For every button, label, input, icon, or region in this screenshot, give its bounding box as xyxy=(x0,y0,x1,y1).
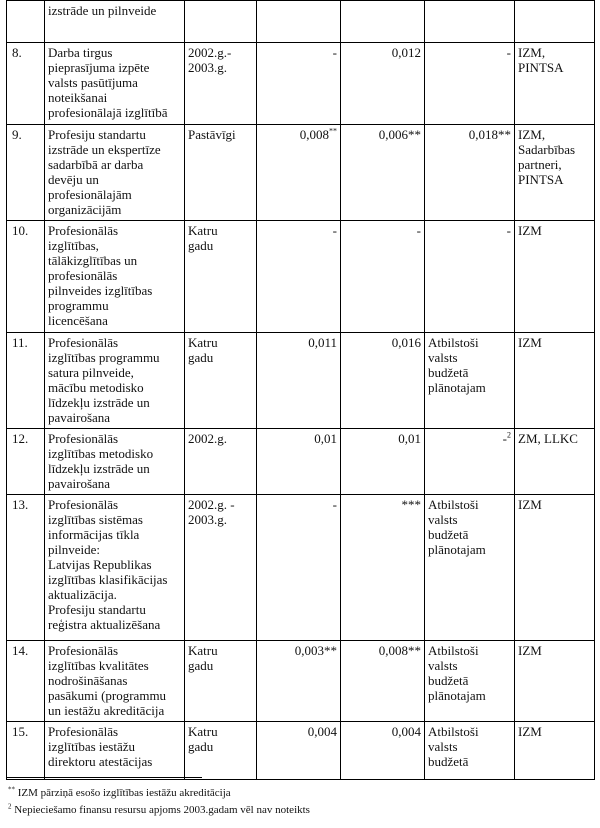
amount-cell-3 xyxy=(425,43,515,125)
amount-value-1: 0,003** xyxy=(294,643,337,658)
amount-value-1: 0,01 xyxy=(314,431,337,446)
footnote-2-text: Nepieciešamo finansu resursu apjoms 2003.gadam vēl nav noteikts xyxy=(11,804,310,816)
amount-value-1: 0,008 xyxy=(299,127,329,142)
measure-name-cell xyxy=(45,43,185,125)
measure-name: Profesionālās izglītības sistēmas informācijas tīkla pilnveide: Latvijas Republikas izglītības klasifikācijas aktualizācija. Profesiju standartu reģistra aktualizēšana xyxy=(48,497,168,632)
table-row xyxy=(7,333,595,429)
table-row xyxy=(7,221,595,333)
period: Katru gadu xyxy=(188,643,218,673)
row-number: 13. xyxy=(12,497,29,512)
amount-cell-2 xyxy=(341,495,425,641)
measure-name-cell xyxy=(45,641,185,722)
period-cell xyxy=(185,125,257,221)
period-cell xyxy=(185,429,257,495)
footnote-rule xyxy=(6,777,202,778)
amount-cell-2 xyxy=(341,43,425,125)
footnote-1 xyxy=(8,787,231,800)
responsible-cell xyxy=(515,333,595,429)
period: Katru gadu xyxy=(188,223,218,253)
responsible: IZM xyxy=(518,223,542,238)
row-number-cell xyxy=(7,722,45,780)
responsible-cell xyxy=(515,429,595,495)
footnote-1-text: IZM pārziņā esošo izglītības iestāžu akreditācija xyxy=(15,787,231,799)
row-number-cell xyxy=(7,495,45,641)
row-number-cell xyxy=(7,333,45,429)
funding-note: Atbilstoši valsts budžetā xyxy=(428,724,479,769)
amount-cell-1 xyxy=(257,1,341,43)
amount-cell-1 xyxy=(257,641,341,722)
responsible-cell xyxy=(515,641,595,722)
amount-cell-3 xyxy=(425,722,515,780)
responsible: IZM xyxy=(518,335,542,350)
footnote-2-mark: 2 xyxy=(8,802,12,811)
period-cell xyxy=(185,1,257,43)
amount-cell-2 xyxy=(341,429,425,495)
table-row xyxy=(7,722,595,780)
amount-cell-3 xyxy=(425,641,515,722)
period: Katru gadu xyxy=(188,335,218,365)
measure-name-cell xyxy=(45,1,185,43)
amount-cell-2 xyxy=(341,1,425,43)
measure-name: Profesionālās izglītības, tālākizglītības un profesionālās pilnveides izglītības programmu licencēšana xyxy=(48,223,153,328)
measure-name-cell xyxy=(45,333,185,429)
period: 2002.g.- 2003.g. xyxy=(188,45,232,75)
amount-cell-3 xyxy=(425,1,515,43)
responsible: IZM, PINTSA xyxy=(518,45,564,75)
amount-value-1: - xyxy=(332,497,337,512)
amount-value-3: 0,018** xyxy=(468,127,511,142)
row-number: 8. xyxy=(12,45,22,60)
period-cell xyxy=(185,722,257,780)
amount-cell-1 xyxy=(257,495,341,641)
funding-note: Atbilstoši valsts budžetā plānotajam xyxy=(428,335,486,395)
row-number-cell xyxy=(7,429,45,495)
measure-name-cell xyxy=(45,722,185,780)
responsible: ZM, LLKC xyxy=(518,431,578,446)
amount-value-2: 0,004 xyxy=(391,724,421,739)
amount-value-1: 0,004 xyxy=(307,724,337,739)
period-cell xyxy=(185,495,257,641)
period: 2002.g. xyxy=(188,431,227,446)
measure-name: Profesionālās izglītības kvalitātes nodrošināšanas pasākumi (programmu un iestāžu akreditācija xyxy=(48,643,167,718)
responsible-cell xyxy=(515,1,595,43)
funding-note: Atbilstoši valsts budžetā plānotajam xyxy=(428,497,486,557)
table-row xyxy=(7,125,595,221)
measure-name: Profesionālās izglītības programmu satura pilnveide, mācību metodisko līdzekļu izstrāde un pavairošana xyxy=(48,335,160,425)
row-number: 12. xyxy=(12,431,29,446)
row-number-cell xyxy=(7,221,45,333)
amount-cell-3 xyxy=(425,125,515,221)
amount-value-2: 0,01 xyxy=(398,431,421,446)
amount-superscript-1: ** xyxy=(329,126,337,136)
amount-value-1: 0,011 xyxy=(308,335,337,350)
row-number: 10. xyxy=(12,223,29,238)
amount-cell-2 xyxy=(341,722,425,780)
amount-value-3: - xyxy=(502,431,507,446)
measure-name-cell xyxy=(45,429,185,495)
amount-cell-1 xyxy=(257,221,341,333)
measures-table xyxy=(6,0,595,780)
amount-cell-3 xyxy=(425,495,515,641)
responsible: IZM xyxy=(518,724,542,739)
amount-cell-1 xyxy=(257,125,341,221)
period-cell xyxy=(185,333,257,429)
measure-name: Profesionālās izglītības metodisko līdzekļu izstrāde un pavairošana xyxy=(48,431,154,491)
amount-value-2: - xyxy=(416,223,421,238)
footnote-1-mark: ** xyxy=(8,785,15,794)
amount-cell-2 xyxy=(341,221,425,333)
amount-superscript-3: 2 xyxy=(507,430,511,440)
amount-cell-1 xyxy=(257,722,341,780)
footnote-2 xyxy=(8,804,310,817)
amount-value-3: - xyxy=(506,45,511,60)
measure-name-cell xyxy=(45,221,185,333)
table-body xyxy=(7,1,595,780)
amount-value-2: 0,012 xyxy=(391,45,421,60)
row-number-cell xyxy=(7,1,45,43)
responsible-cell xyxy=(515,125,595,221)
row-number-cell xyxy=(7,641,45,722)
period: 2002.g. - 2003.g. xyxy=(188,497,235,527)
responsible: IZM, Sadarbības partneri, PINTSA xyxy=(518,127,576,187)
responsible-cell xyxy=(515,221,595,333)
amount-cell-2 xyxy=(341,641,425,722)
responsible-cell xyxy=(515,495,595,641)
amount-value-2: *** xyxy=(401,497,421,512)
responsible-cell xyxy=(515,43,595,125)
amount-cell-3 xyxy=(425,221,515,333)
row-number: 15. xyxy=(12,724,29,739)
amount-cell-1 xyxy=(257,43,341,125)
amount-cell-3 xyxy=(425,429,515,495)
row-number: 9. xyxy=(12,127,22,142)
measure-name: Darba tirgus pieprasījuma izpēte valsts pasūtījuma noteikšanai profesionālajā izglītībā xyxy=(48,45,168,120)
table-row xyxy=(7,495,595,641)
amount-cell-1 xyxy=(257,429,341,495)
period-cell xyxy=(185,221,257,333)
amount-value-3: - xyxy=(506,223,511,238)
measure-name: izstrāde un pilnveide xyxy=(48,3,157,18)
measure-name: Profesiju standartu izstrāde un ekspertīze sadarbībā ar darba devēju un profesionālajām organizācijām xyxy=(48,127,161,217)
measure-name: Profesionālās izglītības iestāžu direktoru atestācijas xyxy=(48,724,153,769)
period: Pastāvīgi xyxy=(188,127,236,142)
amount-value-2: 0,006** xyxy=(378,127,421,142)
table-row xyxy=(7,429,595,495)
amount-cell-3 xyxy=(425,333,515,429)
row-number: 11. xyxy=(12,335,28,350)
funding-note: Atbilstoši valsts budžetā plānotajam xyxy=(428,643,486,703)
period-cell xyxy=(185,43,257,125)
table-row xyxy=(7,43,595,125)
responsible-cell xyxy=(515,722,595,780)
responsible: IZM xyxy=(518,497,542,512)
row-number-cell xyxy=(7,125,45,221)
amount-value-1: - xyxy=(332,45,337,60)
amount-value-2: 0,008** xyxy=(378,643,421,658)
measure-name-cell xyxy=(45,495,185,641)
row-number: 14. xyxy=(12,643,29,658)
amount-cell-2 xyxy=(341,125,425,221)
row-number-cell xyxy=(7,43,45,125)
table-row xyxy=(7,641,595,722)
amount-value-1: - xyxy=(332,223,337,238)
amount-value-2: 0,016 xyxy=(391,335,421,350)
table-row xyxy=(7,1,595,43)
measure-name-cell xyxy=(45,125,185,221)
period-cell xyxy=(185,641,257,722)
period: Katru gadu xyxy=(188,724,218,754)
amount-cell-1 xyxy=(257,333,341,429)
responsible: IZM xyxy=(518,643,542,658)
amount-cell-2 xyxy=(341,333,425,429)
